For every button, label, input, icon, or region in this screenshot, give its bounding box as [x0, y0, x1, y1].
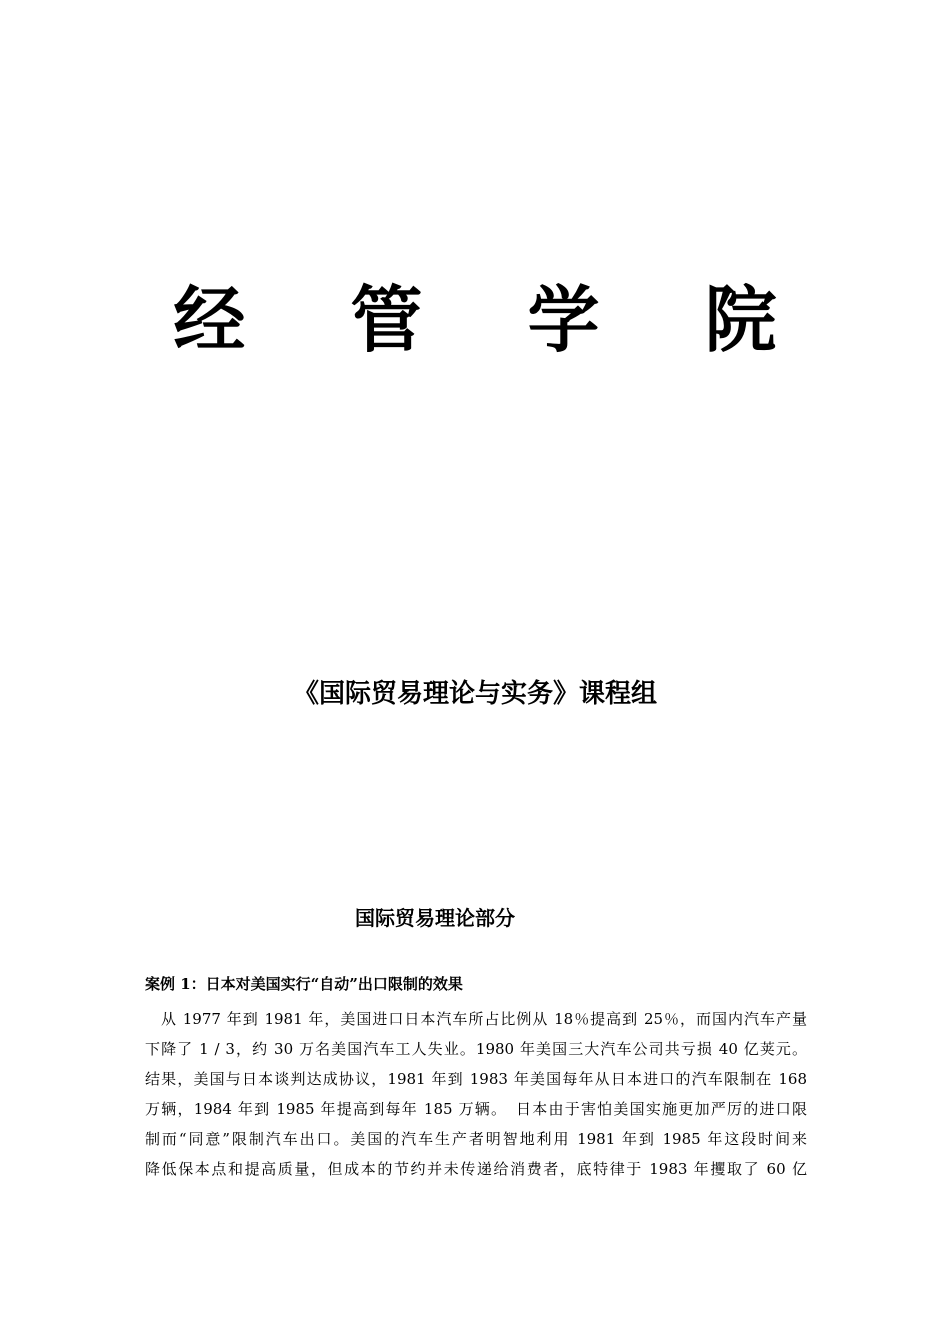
case-heading: 案例 1：日本对美国实行“自动”出口限制的效果 [145, 975, 463, 993]
section-title: 国际贸易理论部分 [355, 906, 515, 930]
case-body-line: 降低保本点和提高质量，但成本的节约并未传递给消费者，底特律于 1983 年攫取了 60 亿 [145, 1160, 807, 1178]
case-body-line: 制而“同意”限制汽车出口。美国的汽车生产者明智地利用 1981 年到 1985 年这段时间来 [145, 1130, 807, 1148]
case-body-line: 结果，美国与日本谈判达成协议，1981 年到 1983 年美国每年从日本进口的汽车限制在 168 [145, 1070, 807, 1088]
case-body-line: 万辆，1984 年到 1985 年提高到每年 185 万辆。 日本由于害怕美国实施更加严厉的进口限 [145, 1100, 807, 1118]
course-group-title: 《国际贸易理论与实务》课程组 [292, 679, 657, 709]
case-body [145, 1004, 807, 1184]
case-body-line: 从 1977 年到 1981 年，美国进口日本汽车所占比例从 18％提高到 25％，而国内汽车产量 [161, 1010, 807, 1028]
case-body-line: 下降了 1 / 3，约 30 万名美国汽车工人失业。1980 年美国三大汽车公司共亏损 40 亿荚元。 [145, 1040, 807, 1058]
org-title: 经 管 学 院 [173, 277, 817, 362]
